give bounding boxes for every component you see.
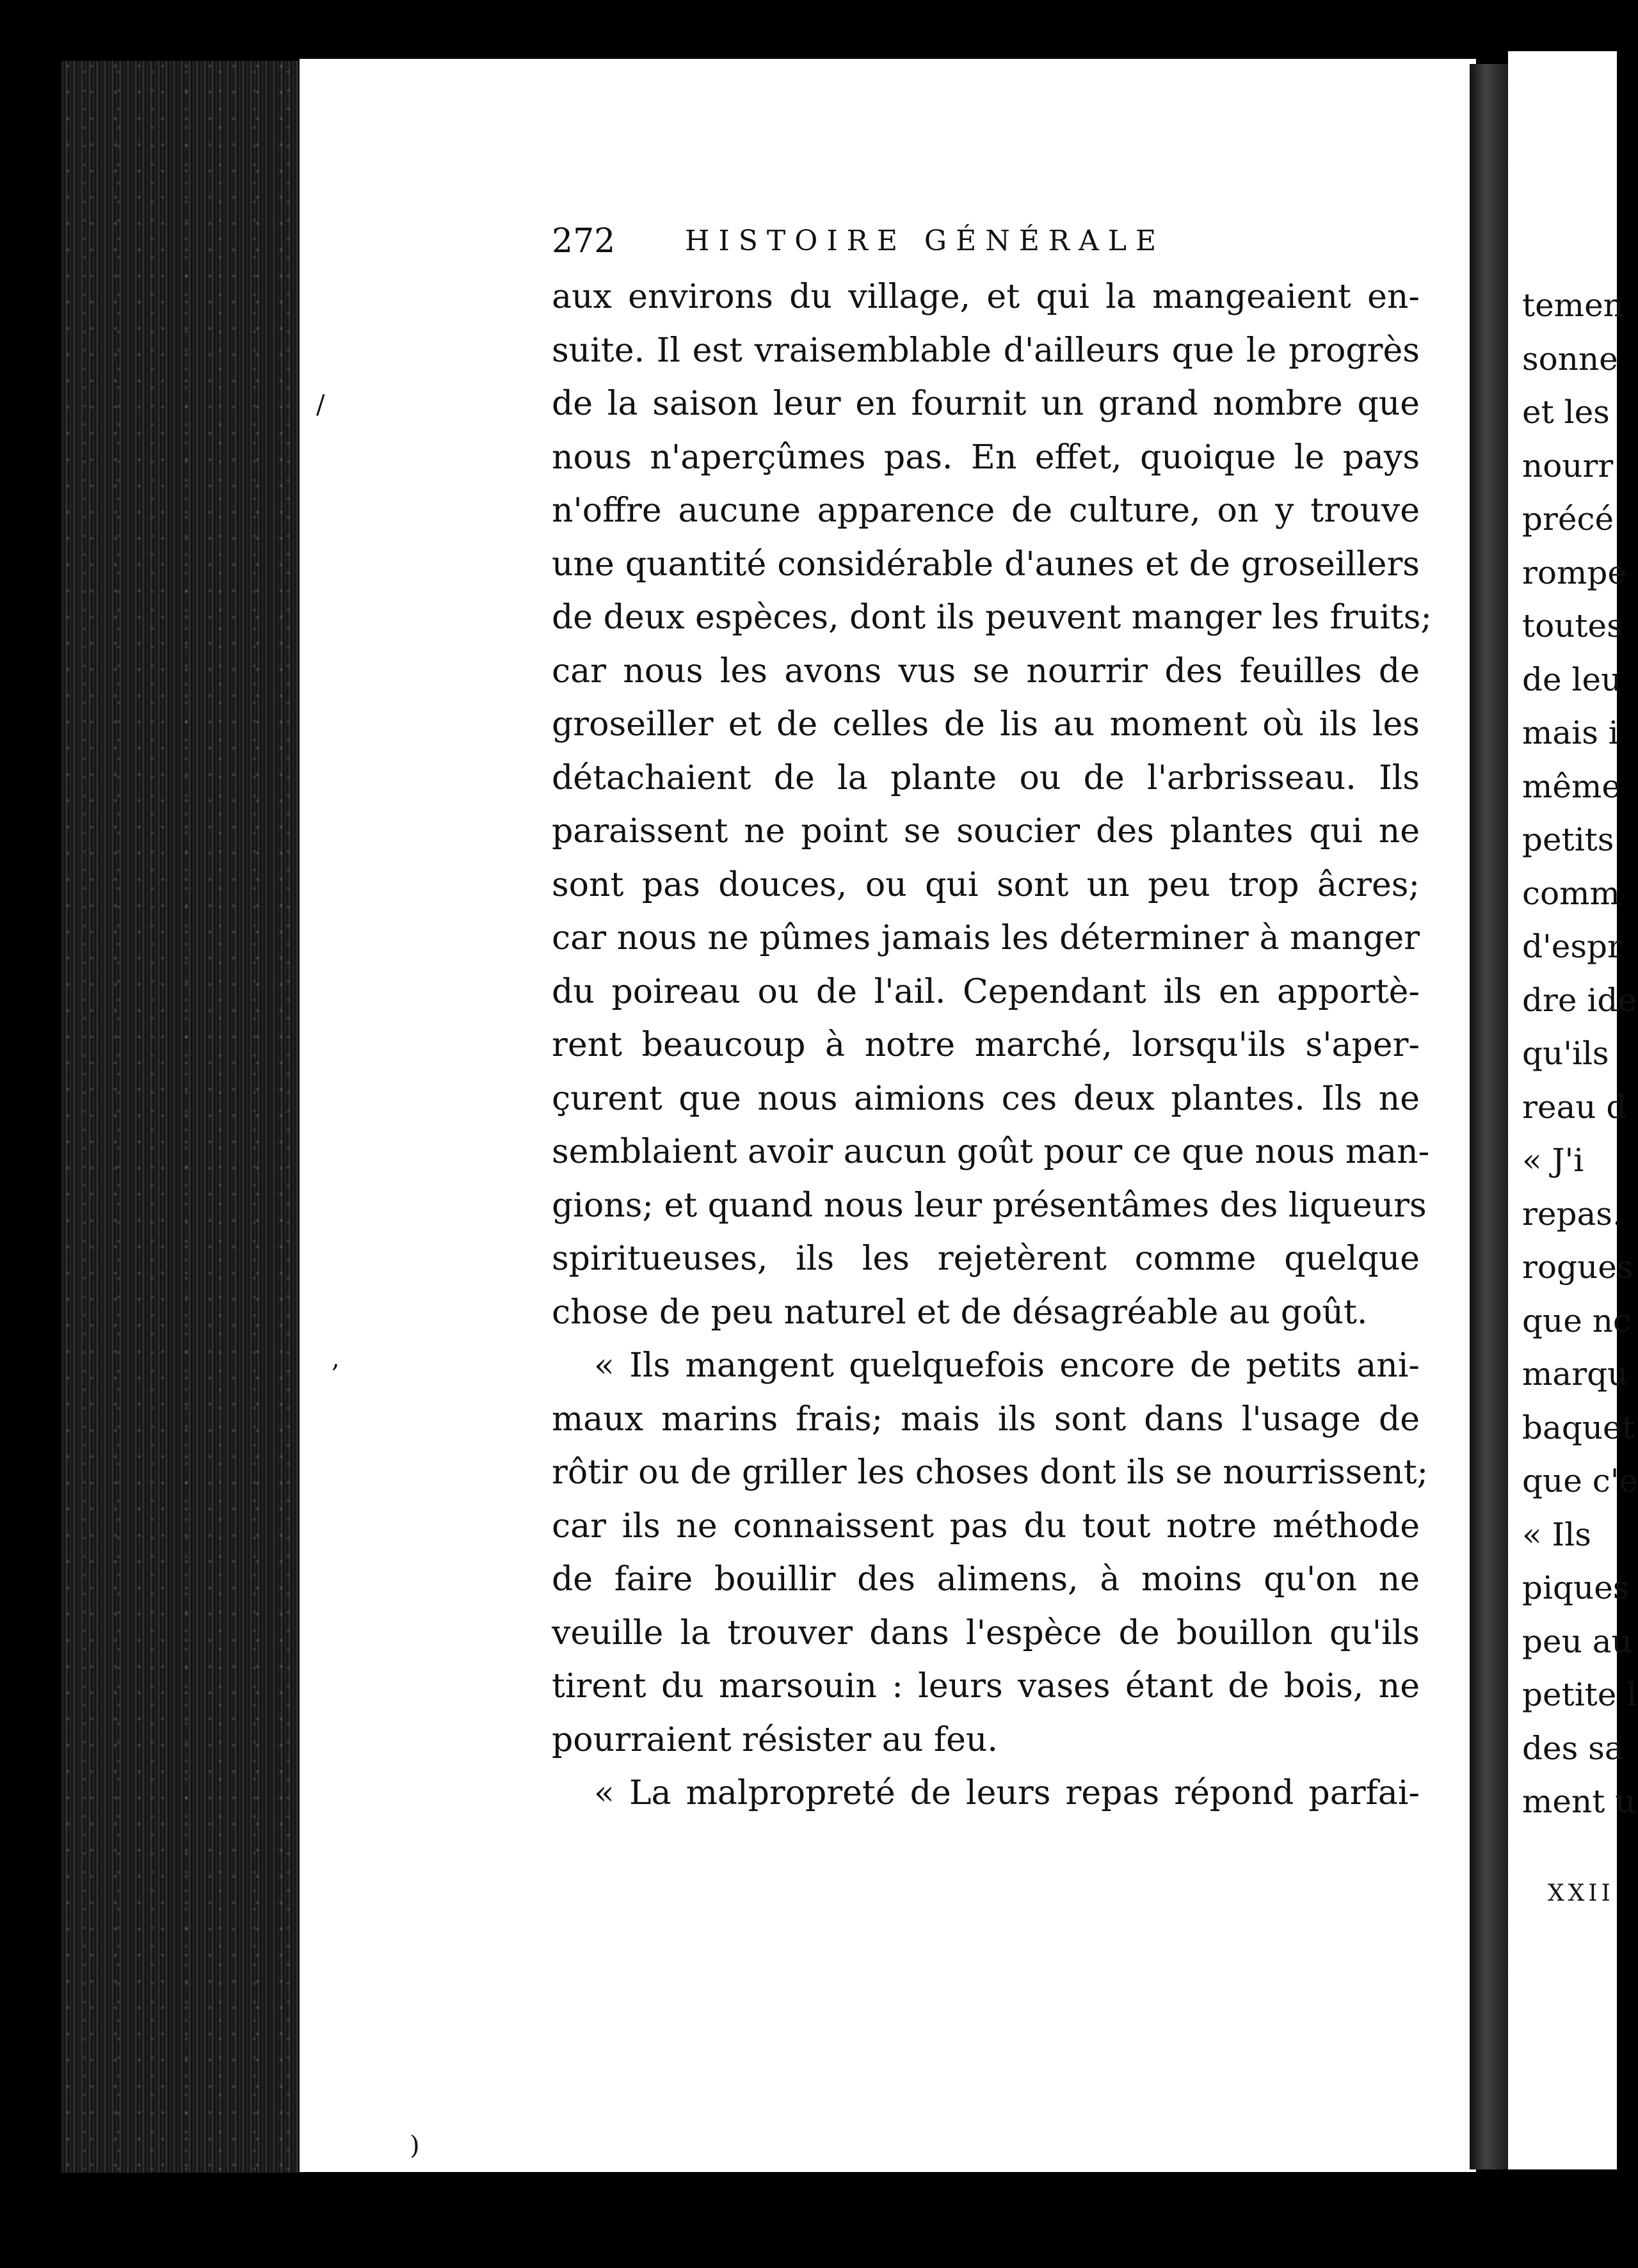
facing-text-fragment: marqu <box>1522 1355 1628 1393</box>
facing-text-fragment: même <box>1522 767 1621 805</box>
facing-text-fragment: peu au <box>1522 1622 1632 1660</box>
page-body-text <box>552 271 1432 1821</box>
text-line: pourraient résister au feu. <box>552 1720 998 1759</box>
facing-text-fragment: des sa <box>1522 1729 1624 1767</box>
signature-mark: XXII <box>1548 1880 1614 1906</box>
text-line: car nous ne pûmes jamais les déterminer à manger <box>552 919 1420 957</box>
text-line: sont pas douces, ou qui sont un peu trop âcres; <box>552 865 1420 904</box>
facing-text-fragment: de leu <box>1522 660 1622 698</box>
text-line: gions; et quand nous leur présentâmes des liqueurs <box>552 1186 1427 1225</box>
text-line: une quantité considérable d'aunes et de groseillers <box>552 545 1420 584</box>
text-line: nous n'aperçûmes pas. En effet, quoique le pays <box>552 438 1420 477</box>
page-header <box>552 219 1211 264</box>
book-spine-shadow <box>1470 64 1509 2169</box>
facing-text-fragment: « J'i <box>1522 1142 1584 1179</box>
facing-text-fragment: piques <box>1522 1569 1630 1606</box>
facing-text-fragment: baquet <box>1522 1409 1635 1446</box>
facing-text-fragment: dre ide <box>1522 981 1637 1019</box>
facing-text-fragment: que c'e <box>1522 1462 1638 1499</box>
text-line: chose de peu naturel et de désagréable au goût. <box>552 1293 1368 1332</box>
margin-mark: , <box>332 1344 340 1373</box>
text-line: tirent du marsouin : leurs vases étant de bois, ne <box>552 1667 1420 1705</box>
facing-text-fragment: reau d <box>1522 1088 1627 1126</box>
text-line: aux environs du village, et qui la mangeaient en- <box>552 278 1420 316</box>
text-line: « Ils mangent quelquefois encore de petits ani- <box>594 1346 1420 1385</box>
facing-text-fragment: nourr <box>1522 447 1614 484</box>
margin-mark: ) <box>410 2131 420 2160</box>
text-line: paraissent ne point se soucier des plantes qui ne <box>552 812 1420 850</box>
facing-text-fragment: ment u <box>1522 1783 1636 1820</box>
text-line: car nous les avons vus se nourrir des feuilles de <box>552 651 1420 691</box>
facing-text-fragment: « Ils <box>1522 1515 1591 1553</box>
text-line: spiritueuses, ils les rejetèrent comme quelque <box>552 1240 1420 1278</box>
facing-text-fragment: et les <box>1522 394 1610 431</box>
page-number: 272 <box>552 222 616 260</box>
right-facing-page <box>1508 51 1638 2169</box>
facing-text-fragment: petits <box>1522 821 1614 858</box>
page-edge-stack <box>61 61 304 2173</box>
text-line: de la saison leur en fournit un grand nombre que <box>552 385 1420 423</box>
text-line: de faire bouillir des alimens, à moins qu'on ne <box>552 1560 1420 1599</box>
text-line: rôtir ou de griller les choses dont ils se nourrissent; <box>552 1453 1429 1492</box>
text-line: groseiller et de celles de lis au moment où ils les <box>552 705 1420 744</box>
text-line: rent beaucoup à notre marché, lorsqu'ils s'aper- <box>552 1026 1420 1064</box>
facing-text-fragment: mais i <box>1522 714 1619 751</box>
facing-text-fragment: d'espr <box>1522 928 1623 965</box>
facing-text-fragment: rogues <box>1522 1249 1634 1286</box>
facing-text-fragment: temen <box>1522 287 1624 324</box>
facing-text-fragment: rompe <box>1522 554 1627 591</box>
margin-mark: / <box>316 390 325 420</box>
facing-text-fragment: sonne <box>1522 340 1618 378</box>
facing-text-fragment: précé <box>1522 500 1614 538</box>
running-title: HISTOIRE GÉNÉRALE <box>685 225 1166 257</box>
text-line: suite. Il est vraisemblable d'ailleurs que le progrès <box>552 331 1420 370</box>
facing-text-fragment: comm <box>1522 874 1620 912</box>
text-line: çurent que nous aimions ces deux plantes. Ils ne <box>552 1079 1420 1118</box>
text-line: détachaient de la plante ou de l'arbrisseau. Ils <box>552 758 1420 797</box>
facing-text-fragment: toutes <box>1522 607 1623 644</box>
facing-text-fragment: qu'ils <box>1522 1035 1609 1072</box>
text-line: maux marins frais; mais ils sont dans l'usage de <box>552 1400 1420 1439</box>
text-line: semblaient avoir aucun goût pour ce que nous man- <box>552 1133 1430 1171</box>
text-line: n'offre aucune apparence de culture, on y trouve <box>552 491 1420 530</box>
facing-text-fragment: petite l <box>1522 1676 1637 1713</box>
text-line: de deux espèces, dont ils peuvent manger les fruits; <box>552 598 1432 637</box>
text-line: car ils ne connaissent pas du tout notre méthode <box>552 1506 1420 1545</box>
facing-text-fragment: repas. <box>1522 1195 1623 1233</box>
text-line: veuille la trouver dans l'espèce de bouillon qu'ils <box>552 1613 1420 1652</box>
facing-text-fragment: que nc <box>1522 1302 1631 1339</box>
text-line: « La malpropreté de leurs repas répond parfai- <box>594 1774 1420 1812</box>
text-line: du poireau ou de l'ail. Cependant ils en apportè- <box>552 972 1420 1011</box>
